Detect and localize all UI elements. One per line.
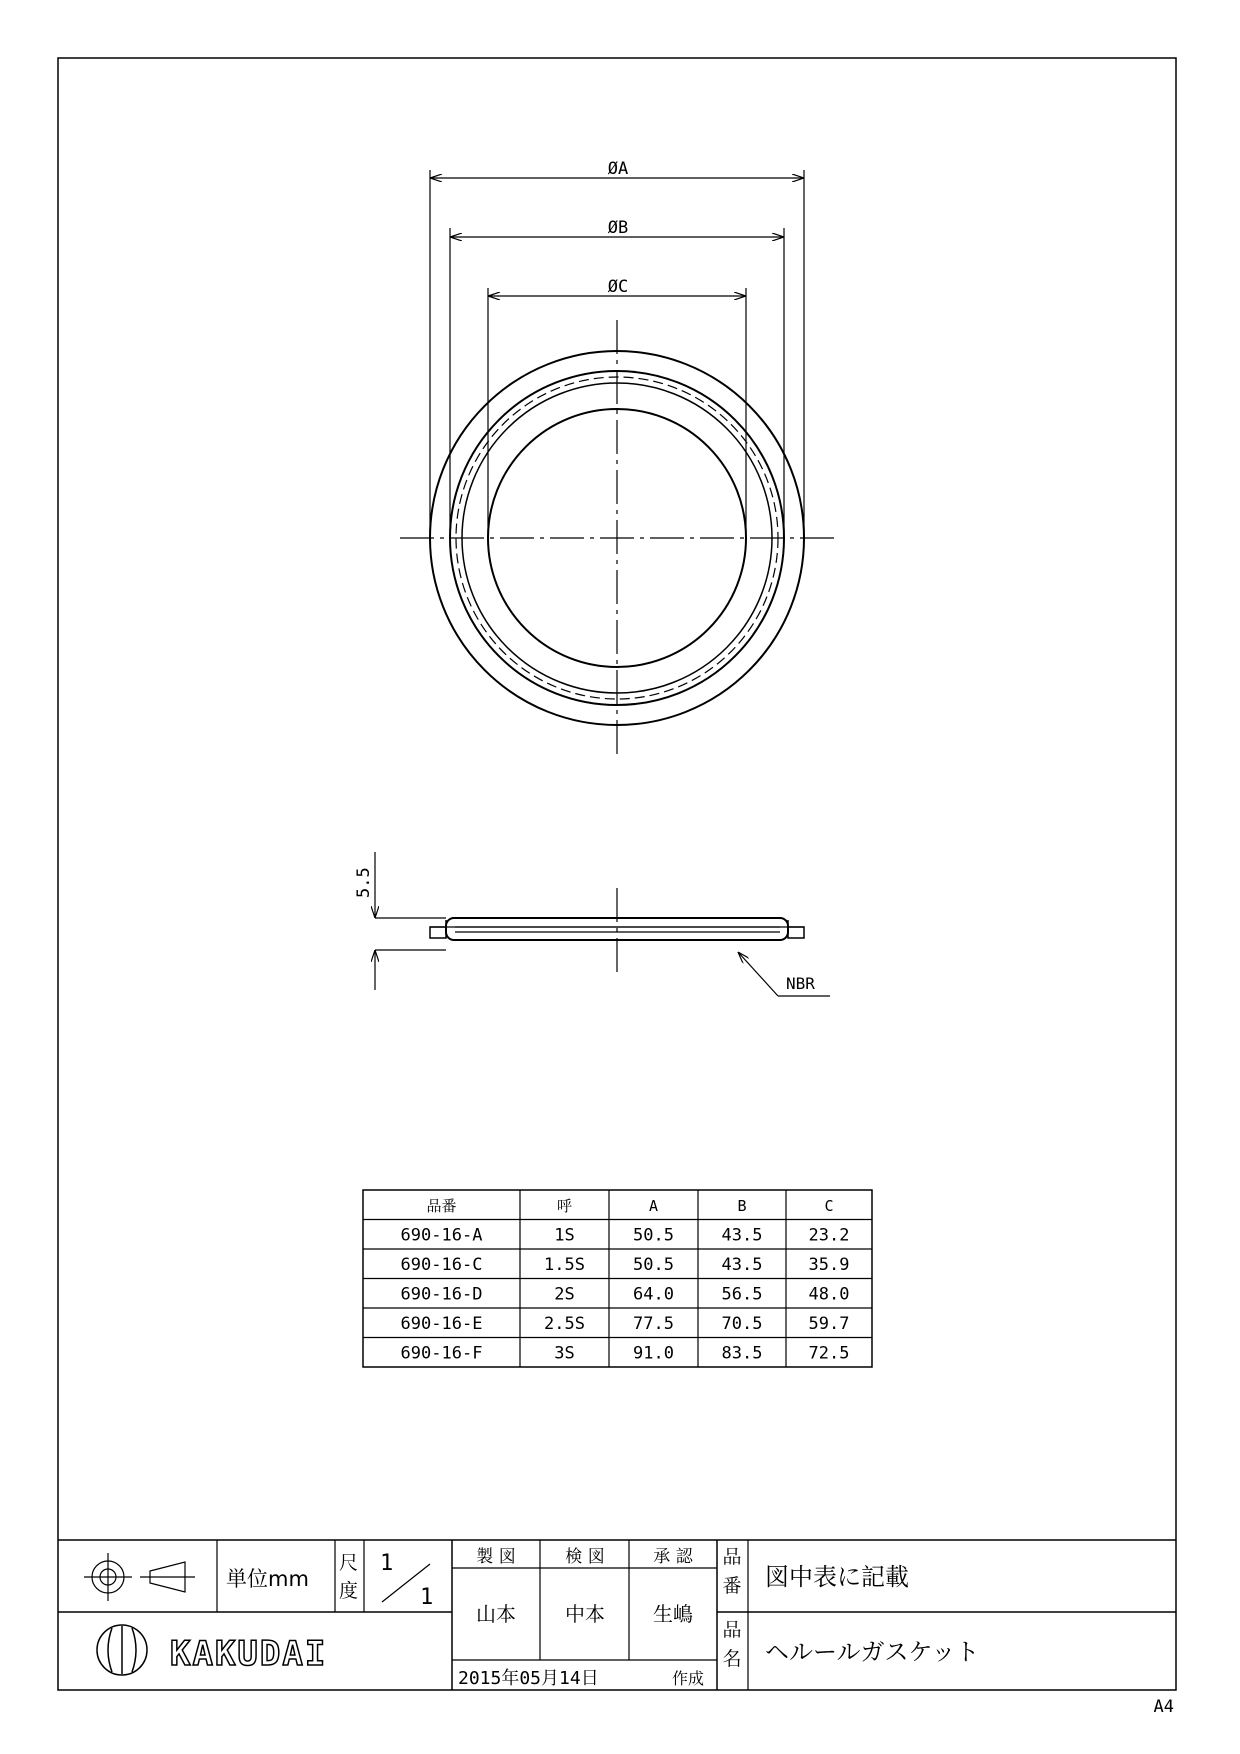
table-text bbox=[401, 1197, 850, 1364]
table-cell: 91.0 bbox=[633, 1343, 674, 1364]
scale-numerator: 1 bbox=[380, 1551, 394, 1576]
table-cell: 1S bbox=[554, 1225, 575, 1246]
dim-label-a: ØA bbox=[607, 159, 629, 179]
table-cell: 3S bbox=[554, 1343, 575, 1364]
table-cell: 690-16-D bbox=[400, 1284, 483, 1305]
created-label: 作成 bbox=[672, 1669, 705, 1688]
table-cell: 43.5 bbox=[721, 1225, 763, 1246]
unit-label: 単位mm bbox=[226, 1567, 309, 1591]
title-block bbox=[58, 1540, 1176, 1690]
kenzu-label: 検 図 bbox=[565, 1547, 605, 1567]
thickness-label: 5.5 bbox=[354, 867, 374, 898]
part-name: ヘルールガスケット bbox=[765, 1638, 980, 1666]
hinmei-label-2: 名 bbox=[722, 1648, 742, 1670]
table-cell: 50.5 bbox=[633, 1254, 674, 1275]
hinban-label-1: 品 bbox=[722, 1546, 742, 1568]
table-header-cell: C bbox=[824, 1196, 834, 1215]
flange-left bbox=[430, 920, 446, 938]
table-cell: 70.5 bbox=[721, 1313, 763, 1334]
approver-name: 生嶋 bbox=[653, 1602, 693, 1626]
projection-symbol-icon bbox=[84, 1553, 195, 1601]
table-cell: 56.5 bbox=[721, 1284, 763, 1305]
table-cell: 2S bbox=[554, 1284, 575, 1305]
table-header-cell: A bbox=[648, 1196, 659, 1215]
table-header-cell: 品番 bbox=[426, 1196, 457, 1215]
scale-label-1: 尺 bbox=[339, 1552, 359, 1574]
table-cell: 35.9 bbox=[808, 1254, 850, 1275]
dim-label-c: ØC bbox=[607, 277, 629, 297]
table-cell: 83.5 bbox=[721, 1343, 763, 1364]
checker-name: 中本 bbox=[565, 1602, 605, 1626]
table-cell: 59.7 bbox=[808, 1313, 850, 1334]
drafter-name: 山本 bbox=[476, 1602, 516, 1626]
material-label: NBR bbox=[786, 974, 815, 993]
table-cell: 690-16-A bbox=[400, 1225, 483, 1246]
kakudai-logo-icon bbox=[97, 1625, 147, 1675]
dimension-table bbox=[363, 1190, 872, 1367]
plan-view bbox=[400, 159, 835, 755]
material-leader bbox=[738, 952, 778, 996]
table-cell: 43.5 bbox=[721, 1254, 763, 1275]
table-cell: 2.5S bbox=[544, 1313, 585, 1334]
table-cell: 23.2 bbox=[808, 1225, 850, 1246]
table-cell: 690-16-F bbox=[400, 1343, 483, 1364]
table-cell: 50.5 bbox=[633, 1225, 674, 1246]
drawing-date: 2015年05月14日 bbox=[458, 1668, 599, 1689]
hinmei-label-1: 品 bbox=[722, 1619, 742, 1641]
table-grid bbox=[363, 1190, 872, 1367]
part-number: 図中表に記載 bbox=[765, 1563, 909, 1591]
table-cell: 72.5 bbox=[808, 1343, 850, 1364]
table-header-cell: 呼 bbox=[556, 1196, 573, 1215]
scale-label-2: 度 bbox=[339, 1580, 359, 1602]
seizu-label: 製 図 bbox=[476, 1547, 516, 1567]
flange-right bbox=[788, 920, 804, 938]
dim-label-b: ØB bbox=[607, 218, 629, 238]
sheet-border bbox=[58, 58, 1176, 1690]
table-cell: 690-16-C bbox=[400, 1254, 483, 1275]
table-cell: 1.5S bbox=[544, 1254, 585, 1275]
scale-denominator: 1 bbox=[420, 1585, 434, 1610]
hinban-label-2: 番 bbox=[722, 1575, 742, 1597]
table-cell: 64.0 bbox=[633, 1284, 674, 1305]
section-view bbox=[354, 852, 830, 996]
table-cell: 690-16-E bbox=[400, 1313, 483, 1334]
table-cell: 48.0 bbox=[808, 1284, 850, 1305]
table-header-cell: B bbox=[737, 1196, 747, 1215]
table-cell: 77.5 bbox=[633, 1313, 674, 1334]
paper-size-label: A4 bbox=[1153, 1697, 1174, 1717]
company-logo-text: KAKUDAI bbox=[170, 1634, 328, 1674]
shonin-label: 承 認 bbox=[653, 1547, 693, 1567]
